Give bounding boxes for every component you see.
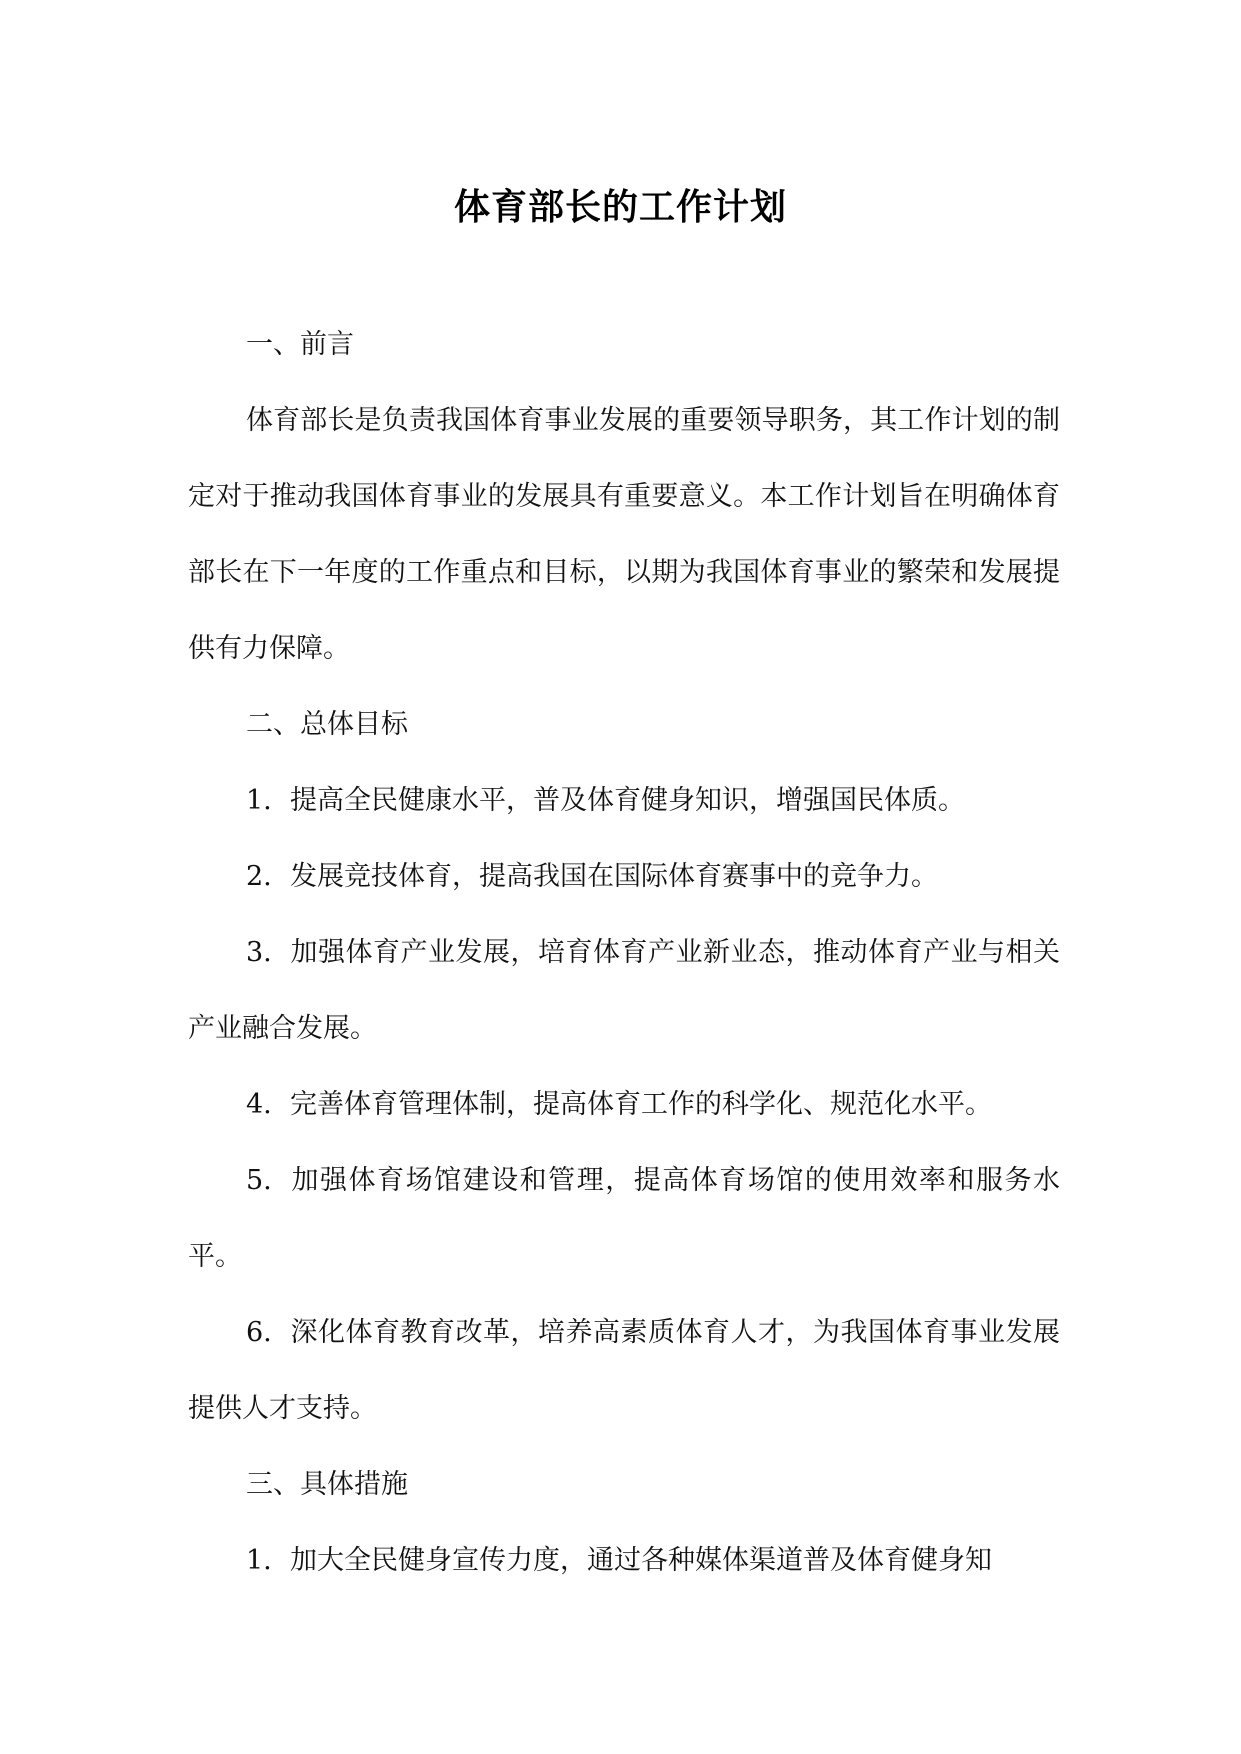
goal-item-number: 4. — [246, 1089, 272, 1120]
goal-item-5 — [188, 1143, 1060, 1295]
measure-item-1 — [188, 1523, 1060, 1599]
measure-item-text: 加大全民健身宣传力度，通过各种媒体渠道普及体育健身知 — [290, 1545, 992, 1576]
goal-item-number: 3. — [246, 937, 272, 968]
goal-item-1 — [188, 763, 1060, 839]
section-heading-goals: 二、总体目标 — [246, 709, 408, 740]
goal-item-6 — [188, 1295, 1060, 1447]
goal-item-2 — [188, 839, 1060, 915]
goal-item-text: 加强体育产业发展，培育体育产业新业态，推动体育产业与相关产业融合发展。 — [188, 937, 1060, 1044]
document-body — [188, 307, 1060, 1599]
goal-item-4 — [188, 1067, 1060, 1143]
goal-item-text: 深化体育教育改革，培养高素质体育人才，为我国体育事业发展提供人才支持。 — [188, 1317, 1060, 1424]
goal-item-text: 发展竞技体育，提高我国在国际体育赛事中的竞争力。 — [290, 861, 938, 892]
section-heading-measures: 三、具体措施 — [246, 1469, 408, 1500]
preface-paragraph: 体育部长是负责我国体育事业发展的重要领导职务，其工作计划的制定对于推动我国体育事业的发展具有重要意义。本工作计划旨在明确体育部长在下一年度的工作重点和目标，以期为我国体育事业的繁荣和发展提供有力保障。 — [188, 405, 1060, 664]
goal-item-number: 5. — [246, 1165, 272, 1196]
goal-item-3 — [188, 915, 1060, 1067]
goal-item-number: 1. — [246, 785, 272, 816]
goal-item-number: 2. — [246, 861, 272, 892]
section-heading-preface: 一、前言 — [246, 329, 354, 360]
goal-item-text: 加强体育场馆建设和管理，提高体育场馆的使用效率和服务水平。 — [188, 1165, 1060, 1272]
document-title: 体育部长的工作计划 — [453, 186, 787, 228]
goal-item-number: 6. — [246, 1317, 272, 1348]
measure-item-number: 1. — [246, 1545, 272, 1576]
goal-item-text: 完善体育管理体制，提高体育工作的科学化、规范化水平。 — [290, 1089, 992, 1120]
goal-item-text: 提高全民健康水平，普及体育健身知识，增强国民体质。 — [290, 785, 965, 816]
